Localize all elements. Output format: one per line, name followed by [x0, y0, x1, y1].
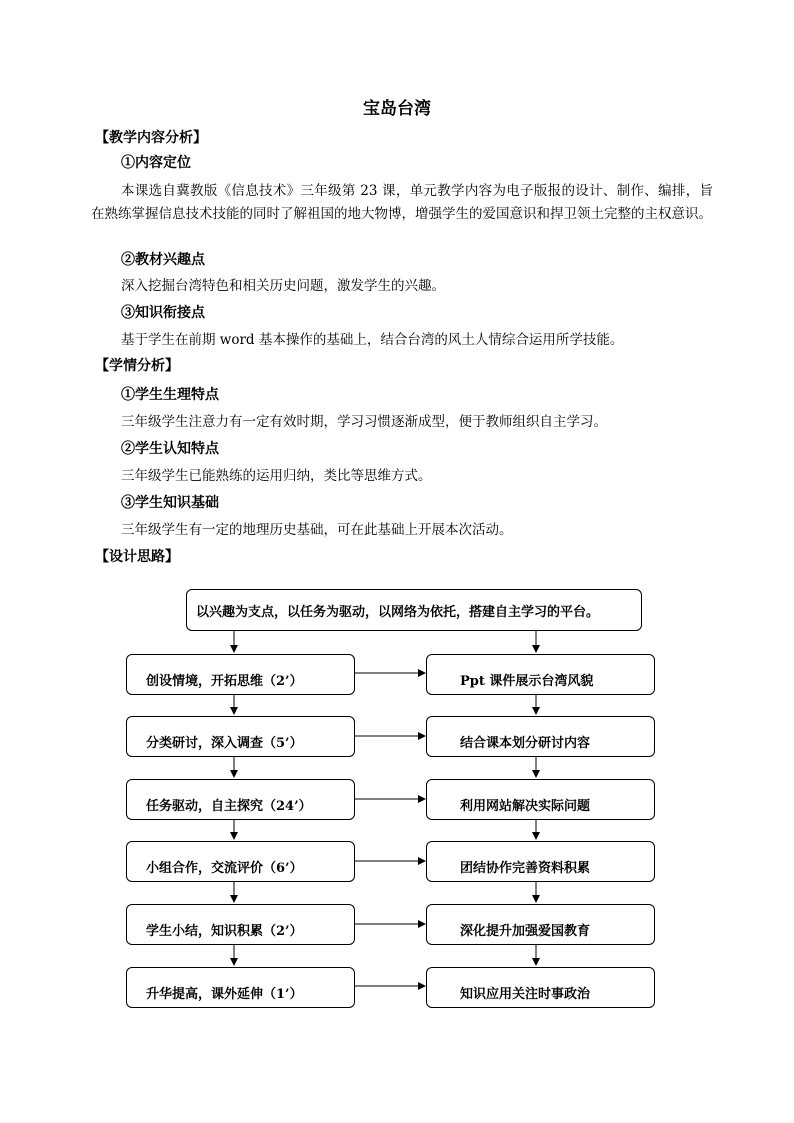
paragraph-cognition: 三年级学生已能熟练的运用归纳，类比等思维方式。	[121, 468, 432, 484]
flow-box-right-1: Ppt 课件展示台湾风貌	[426, 654, 655, 695]
flow-box-left-1: 创设情境，开拓思维（2’）	[126, 654, 355, 695]
flow-box-right-5: 深化提升加强爱国教育	[426, 904, 655, 945]
subheading-knowledge-link: ③知识衔接点	[121, 305, 205, 321]
flow-box-right-6: 知识应用关注时事政治	[426, 967, 655, 1008]
flow-box-top: 以兴趣为支点，以任务为驱动，以网络为依托，搭建自主学习的平台。	[186, 589, 642, 631]
heading-content-analysis: 【教学内容分析】	[95, 130, 207, 146]
subheading-physiology: ①学生生理特点	[121, 387, 219, 403]
flow-box-left-2: 分类研讨，深入调查（5’）	[126, 716, 355, 757]
flow-box-right-2: 结合课本划分研讨内容	[426, 716, 655, 757]
flow-box-left-3: 任务驱动，自主探究（24’）	[126, 779, 355, 820]
subheading-knowledge-base: ③学生知识基础	[121, 495, 219, 511]
flow-box-left-4: 小组合作，交流评价（6’）	[126, 841, 355, 882]
paragraph-content-position: 本课选自冀教版《信息技术》三年级第 23 课，单元教学内容为电子版报的设计、制作、编排，旨在熟练掌握信息技术技能的同时了解祖国的地大物博，增强学生的爱国意识和捍卫领土完整的主权意识。	[91, 183, 713, 222]
paragraph-knowledge-link: 基于学生在前期 word 基本操作的基础上，结合台湾的风土人情综合运用所学技能。	[121, 332, 624, 348]
paragraph-knowledge-base: 三年级学生有一定的地理历史基础，可在此基础上开展本次活动。	[121, 522, 513, 538]
subheading-cognition: ②学生认知特点	[121, 441, 219, 457]
subheading-content-position: ①内容定位	[121, 155, 191, 171]
heading-design-ideas: 【设计思路】	[95, 549, 179, 565]
flow-box-left-6: 升华提高，课外延伸（1’）	[126, 967, 355, 1008]
flow-box-right-4: 团结协作完善资料积累	[426, 841, 655, 882]
flow-box-left-5: 学生小结，知识积累（2’）	[126, 904, 355, 945]
flow-box-right-3: 利用网站解决实际问题	[426, 779, 655, 820]
paragraph-physiology: 三年级学生注意力有一定有效时期，学习习惯逐渐成型，便于教师组织自主学习。	[121, 414, 607, 430]
paragraph-interest-point: 深入挖掘台湾特色和相关历史问题，激发学生的兴趣。	[121, 278, 445, 294]
subheading-interest-point: ②教材兴趣点	[121, 252, 205, 268]
document-title: 宝岛台湾	[363, 99, 431, 119]
heading-learner-analysis: 【学情分析】	[95, 358, 179, 374]
